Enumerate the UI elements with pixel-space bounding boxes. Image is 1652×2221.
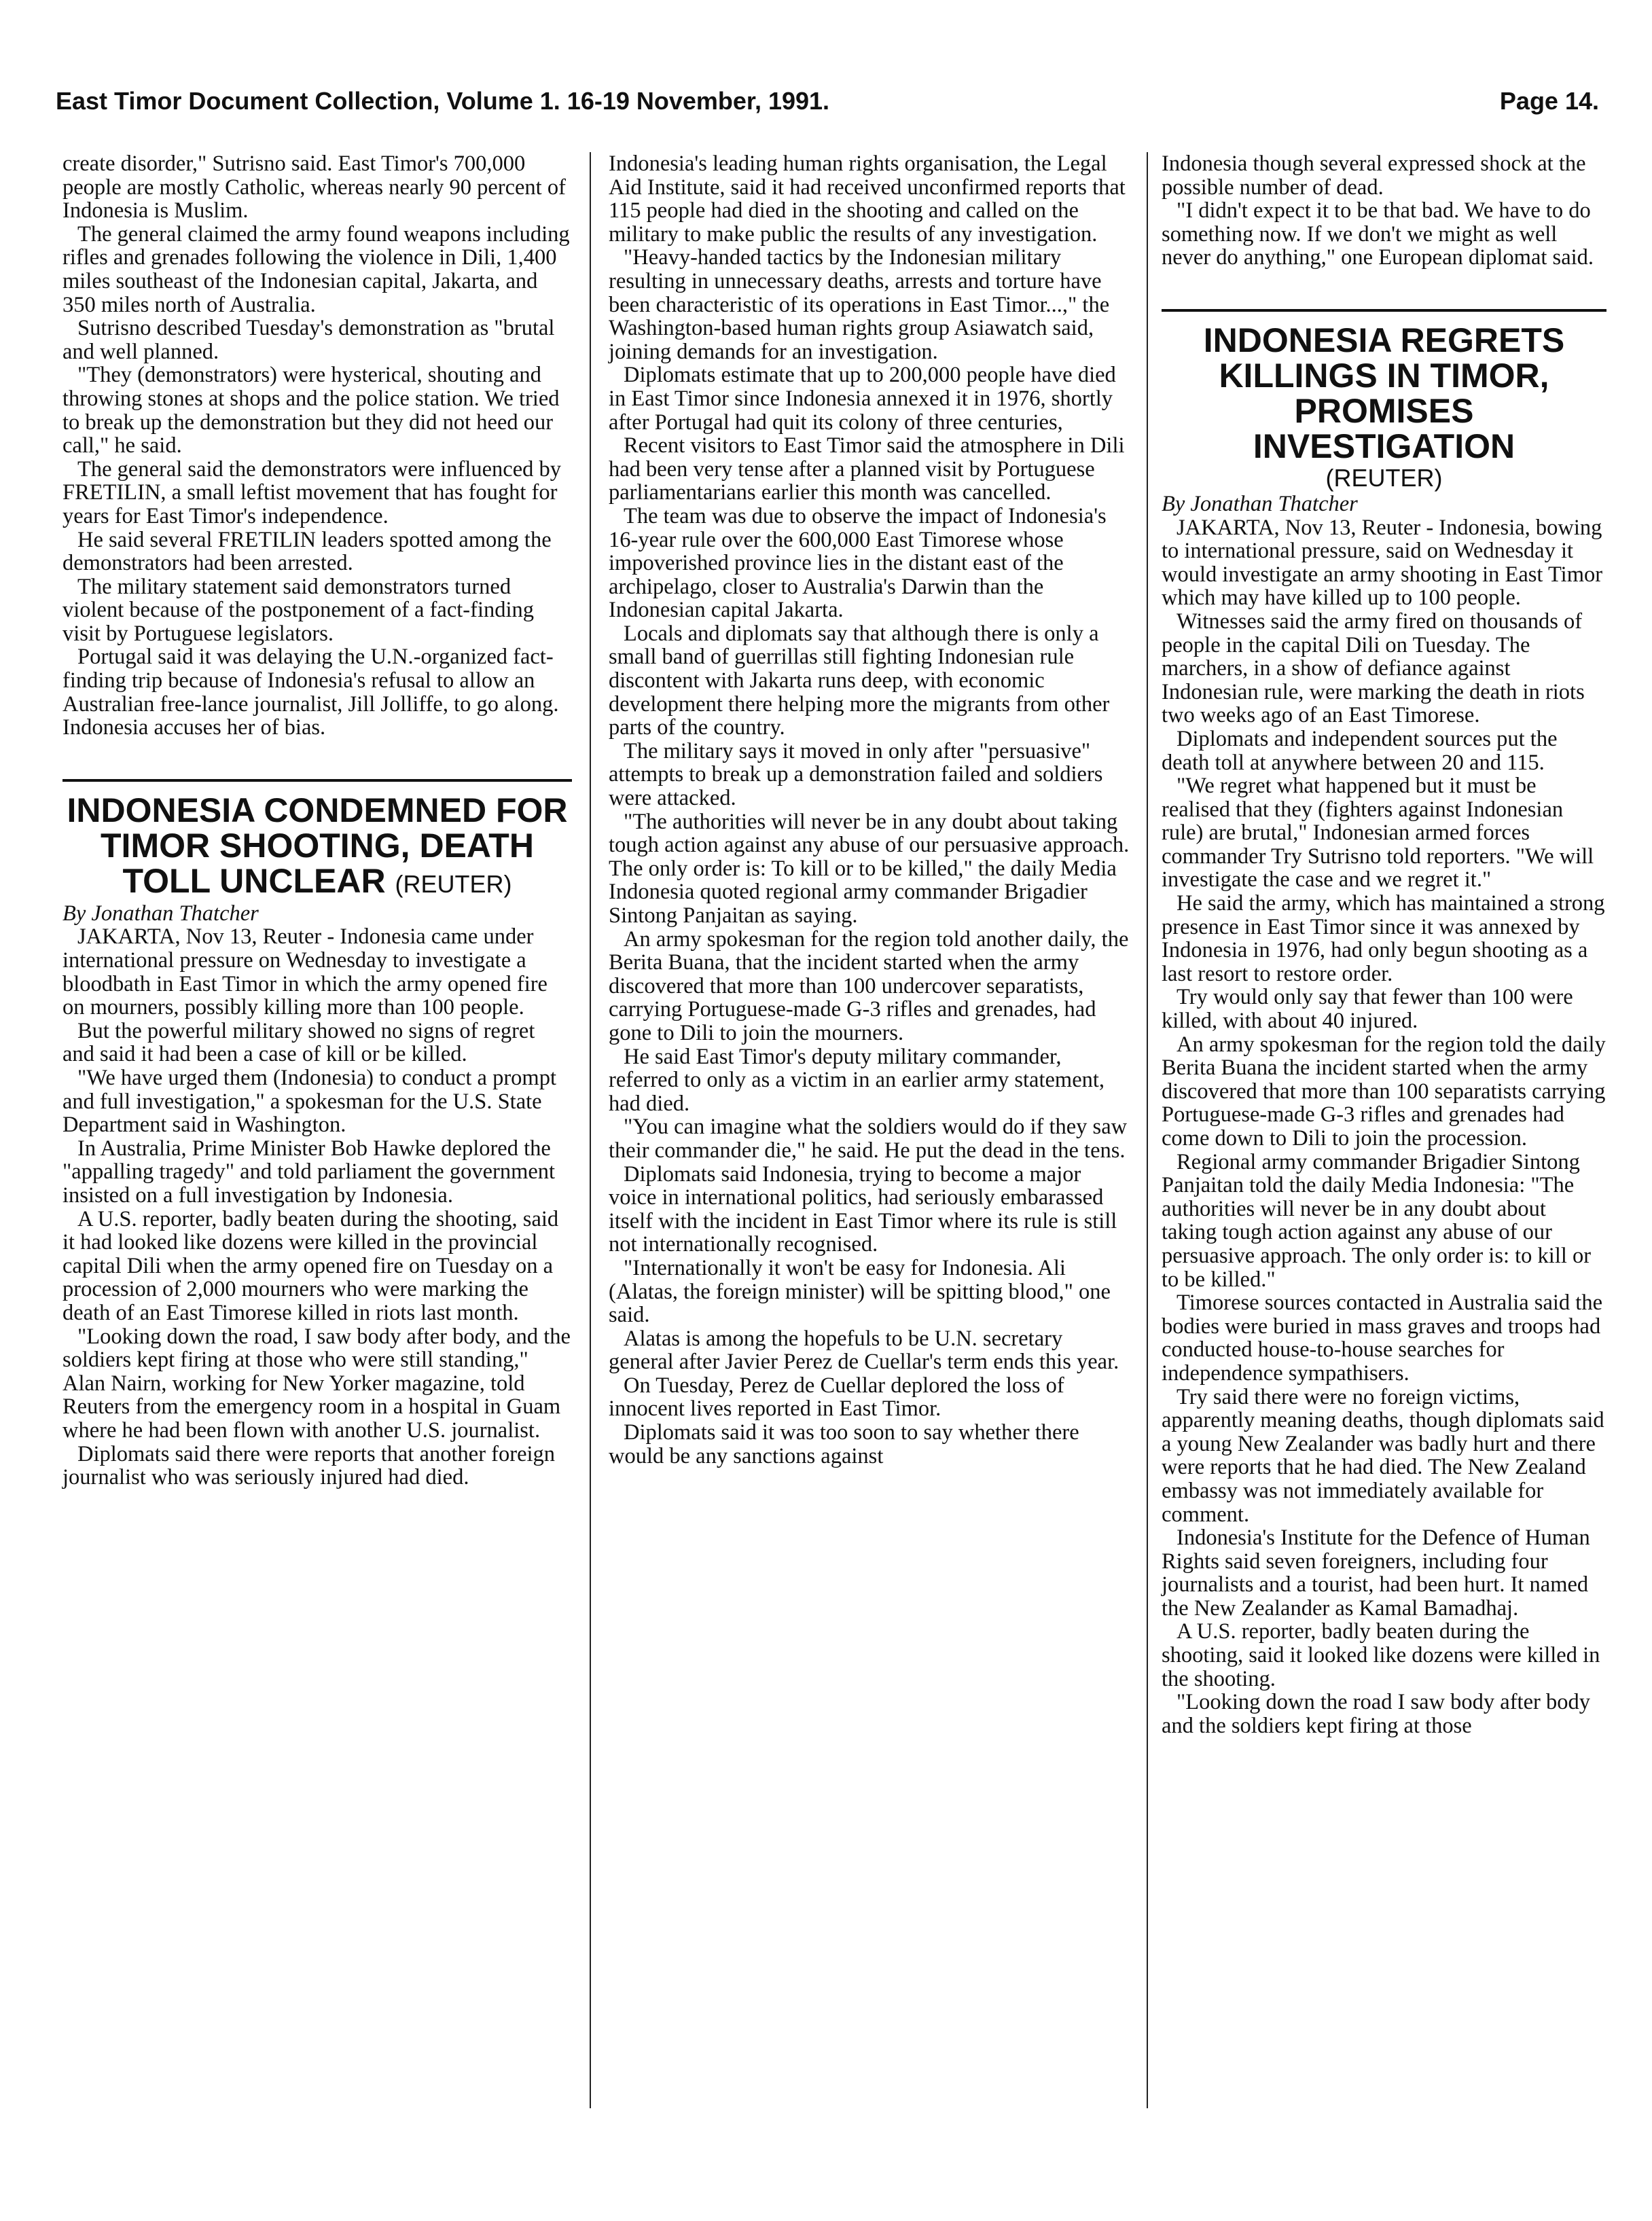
paragraph: Diplomats said it was too soon to say whether there would be any sanctions against — [609, 1420, 1079, 1468]
paragraph: JAKARTA, Nov 13, Reuter - Indonesia came under international pressure on Wednesday to investigate a bloodbath in East Timor in which the army opened fire on mourners, possibly killing more than 100 people. — [62, 924, 547, 1020]
paragraph: Locals and diplomats say that although there is only a small band of guerrillas still fighting Indonesian rule discontent with Jakarta runs deep, with economic development there helping more the migrants from other parts of the country. — [609, 621, 1110, 740]
paragraph: Alatas is among the hopefuls to be U.N. secretary general after Javier Perez de Cuellar's term ends this year. — [609, 1326, 1119, 1375]
paragraph: Recent visitors to East Timor said the atmosphere in Dili had been very tense after a planned visit by Portuguese parliamentarians earlier this month was cancelled. — [609, 433, 1125, 505]
column-3 — [1162, 152, 1606, 1737]
paragraph: Regional army commander Brigadier Sintong Panjaitan told the daily Media Indonesia: "The authorities will never be in any doubt about taking tough action against any abuse of our persuasive approach. The only order is: to kill or to be killed." — [1162, 1149, 1592, 1292]
paragraph: In Australia, Prime Minister Bob Hawke deplored the "appalling tragedy" and told parliament the government insisted on a full investigation by Indonesia. — [62, 1136, 556, 1208]
paragraph: But the powerful military showed no signs of regret and said it had been a case of kill or be killed. — [62, 1018, 535, 1067]
paragraph: The military statement said demonstrators turned violent because of the postponement of a fact-finding visit by Portuguese legislators. — [62, 574, 535, 646]
paragraph: "Looking down the road I saw body after body and the soldiers kept firing at those — [1162, 1690, 1590, 1738]
byline: By Jonathan Thatcher — [62, 901, 259, 926]
paragraph: "Looking down the road, I saw body after body, and the soldiers kept firing at those who were still standing," Alan Nairn, working for New Yorker magazine, told Reuters from the emergency room in a hospital in Guam where he had been flown with another U.S. journalist. — [62, 1324, 571, 1443]
paragraph: The military says it moved in only after "persuasive" attempts to break up a demonstration failed and soldiers were attacked. — [609, 738, 1103, 811]
paragraph: An army spokesman for the region told the daily Berita Buana the incident started when the army discovered that more than 100 separatists carrying Portuguese-made G-3 rifles and grenades had come down to Dili to join the procession. — [1162, 1032, 1606, 1151]
paragraph: "I didn't expect it to be that bad. We have to do something now. If we don't we might as well never do anything," one European diplomat said. — [1162, 198, 1594, 270]
paragraph: A U.S. reporter, badly beaten during the shooting, said it looked like dozens were killed in the shooting. — [1162, 1619, 1600, 1691]
paragraph: "We have urged them (Indonesia) to conduct a prompt and full investigation," a spokesman for the U.S. State Department said in Washington. — [62, 1066, 556, 1138]
paragraph: JAKARTA, Nov 13, Reuter - Indonesia, bowing to international pressure, said on Wednesday it would investigate an army shooting in East Timor which may have killed up to 100 people. — [1162, 515, 1603, 611]
paragraph: Witnesses said the army fired on thousands of people in the capital Dili on Tuesday. The marchers, in a show of defiance against Indonesian rule, were marking the death in riots two weeks ago of an East Timorese. — [1162, 609, 1585, 728]
column-divider-2 — [1147, 152, 1148, 2108]
paragraph: Indonesia though several expressed shock at the possible number of dead. — [1162, 151, 1586, 200]
headline-text: INDONESIA CONDEMNED FOR TIMOR SHOOTING, DEATH TOLL UNCLEAR — [67, 791, 568, 900]
paragraph: "We regret what happened but it must be realised that they (fighters against Indonesian rule) are brutal," Indonesian armed forces commander Try Sutrisno told reporters. "We will investigate the case and we regret it." — [1162, 774, 1594, 892]
paragraph: Diplomats estimate that up to 200,000 people have died in East Timor since Indonesia annexed it in 1976, shortly after Portugal had quit its colony of three centuries, — [609, 363, 1116, 435]
paragraph: On Tuesday, Perez de Cuellar deplored the loss of innocent lives reported in East Timor. — [609, 1373, 1064, 1422]
byline: By Jonathan Thatcher — [1162, 491, 1358, 516]
headline-source: (REUTER) — [1325, 463, 1443, 492]
paragraph: A U.S. reporter, badly beaten during the shooting, said it had looked like dozens were killed in the provincial capital Dili when the army opened fire on Tuesday on a procession of 2,000 mourners who were marking the death of an East Timorese killed in riots last month. — [62, 1206, 559, 1325]
article-separator — [1162, 309, 1606, 312]
article-headline: INDONESIA REGRETS KILLINGS IN TIMOR, PROMISES INVESTIGATION — [1203, 321, 1565, 465]
paragraph: Sutrisno described Tuesday's demonstration as "brutal and well planned. — [62, 316, 555, 364]
headline-source: (REUTER) — [395, 869, 512, 898]
paragraph: He said the army, which has maintained a strong presence in East Timor since it was annexed by Indonesia in 1976, had only begun shooting as a last resort to restore order. — [1162, 891, 1605, 986]
paragraph: Indonesia's leading human rights organisation, the Legal Aid Institute, said it had received unconfirmed reports that 115 people had died in the shooting and called on the military to make public the results of any investigation. — [609, 151, 1126, 247]
paragraph: "The authorities will never be in any doubt about taking tough action against any abuse of our persuasive approach. The only order is: To kill or to be killed," the daily Media Indonesia quoted regional army commander Brigadier Sintong Panjaitan as saying. — [609, 809, 1130, 928]
paragraph: Try said there were no foreign victims, apparently meaning deaths, though diplomats said a young New Zealander was badly hurt and there were reports that he had died. The New Zealand embassy was not immediately available for comment. — [1162, 1384, 1604, 1527]
paragraph: "Internationally it won't be easy for Indonesia. Ali (Alatas, the foreign minister) will be spitting blood," one said. — [609, 1255, 1111, 1328]
paragraph: He said East Timor's deputy military commander, referred to only as a victim in an earlier army statement, had died. — [609, 1044, 1105, 1116]
article-headline — [62, 793, 572, 902]
paragraph: The team was due to observe the impact of Indonesia's 16-year rule over the 600,000 East Timorese whose impoverished province lies in the distant east of the archipelago, closer to Australia's Darwin than the Indonesian capital Jakarta. — [609, 503, 1107, 623]
paragraph: "You can imagine what the soldiers would do if they saw their commander die," he said. He put the dead in the tens. — [609, 1115, 1128, 1163]
paragraph: The general said the demonstrators were influenced by FRETILIN, a small leftist movement that has fought for years for East Timor's independence. — [62, 456, 562, 528]
paragraph: He said several FRETILIN leaders spotted among the demonstrators had been arrested. — [62, 527, 552, 576]
paragraph: The general claimed the army found weapons including rifles and grenades following the violence in Dili, 1,400 miles southeast of the Indonesian capital, Jakarta, and 350 miles north of Australia. — [62, 221, 570, 317]
paragraph: "They (demonstrators) were hysterical, shouting and throwing stones at shops and the police station. We tried to break up the demonstration but they did not heed our call," he said. — [62, 363, 560, 458]
page-number: Page 14. — [1499, 87, 1599, 115]
paragraph: An army spokesman for the region told another daily, the Berita Buana, that the incident started when the army discovered that more than 100 undercover separatists, carrying Portuguese-made G-3 rifles and grenades, had gone to Dili to join the mourners. — [609, 926, 1129, 1045]
paragraph: Timorese sources contacted in Australia said the bodies were buried in mass graves and troops had conducted house-to-house searches for independence sympathisers. — [1162, 1290, 1602, 1386]
paragraph: "Heavy-handed tactics by the Indonesian military resulting in unnecessary deaths, arrests and torture have been characteristic of its operations in East Timor...," the Washington-based human rights group Asiawatch said, joining demands for an investigation. — [609, 245, 1110, 364]
page-header — [56, 87, 1599, 121]
paragraph: Diplomats said there were reports that another foreign journalist who was seriously injured had died. — [62, 1441, 556, 1490]
paragraph: Try would only say that fewer than 100 were killed, with about 40 injured. — [1162, 985, 1573, 1034]
article-separator — [62, 779, 572, 782]
paragraph: Diplomats and independent sources put the death toll at anywhere between 20 and 115. — [1162, 726, 1558, 775]
column-2 — [609, 152, 1132, 1468]
paragraph: Portugal said it was delaying the U.N.-organized fact-finding trip because of Indonesia's refusal to allow an Australian free-lance journalist, Jill Jolliffe, to go along. Indonesia accuses her of bias. — [62, 645, 559, 740]
paragraph: create disorder," Sutrisno said. East Timor's 700,000 people are mostly Catholic, whereas nearly 90 percent of Indonesia is Muslim. — [62, 151, 566, 223]
paragraph: Indonesia's Institute for the Defence of Human Rights said seven foreigners, including four journalists and a tourist, had been hurt. It named the New Zealander as Kamal Bamadhaj. — [1162, 1525, 1590, 1621]
paragraph: Diplomats said Indonesia, trying to become a major voice in international politics, had seriously embarassed itself with the incident in East Timor where its rule is still not internationally recognised. — [609, 1161, 1117, 1257]
collection-title: East Timor Document Collection, Volume 1. 16-19 November, 1991. — [56, 87, 830, 115]
column-divider-1 — [590, 152, 591, 2108]
column-1 — [62, 152, 572, 1489]
